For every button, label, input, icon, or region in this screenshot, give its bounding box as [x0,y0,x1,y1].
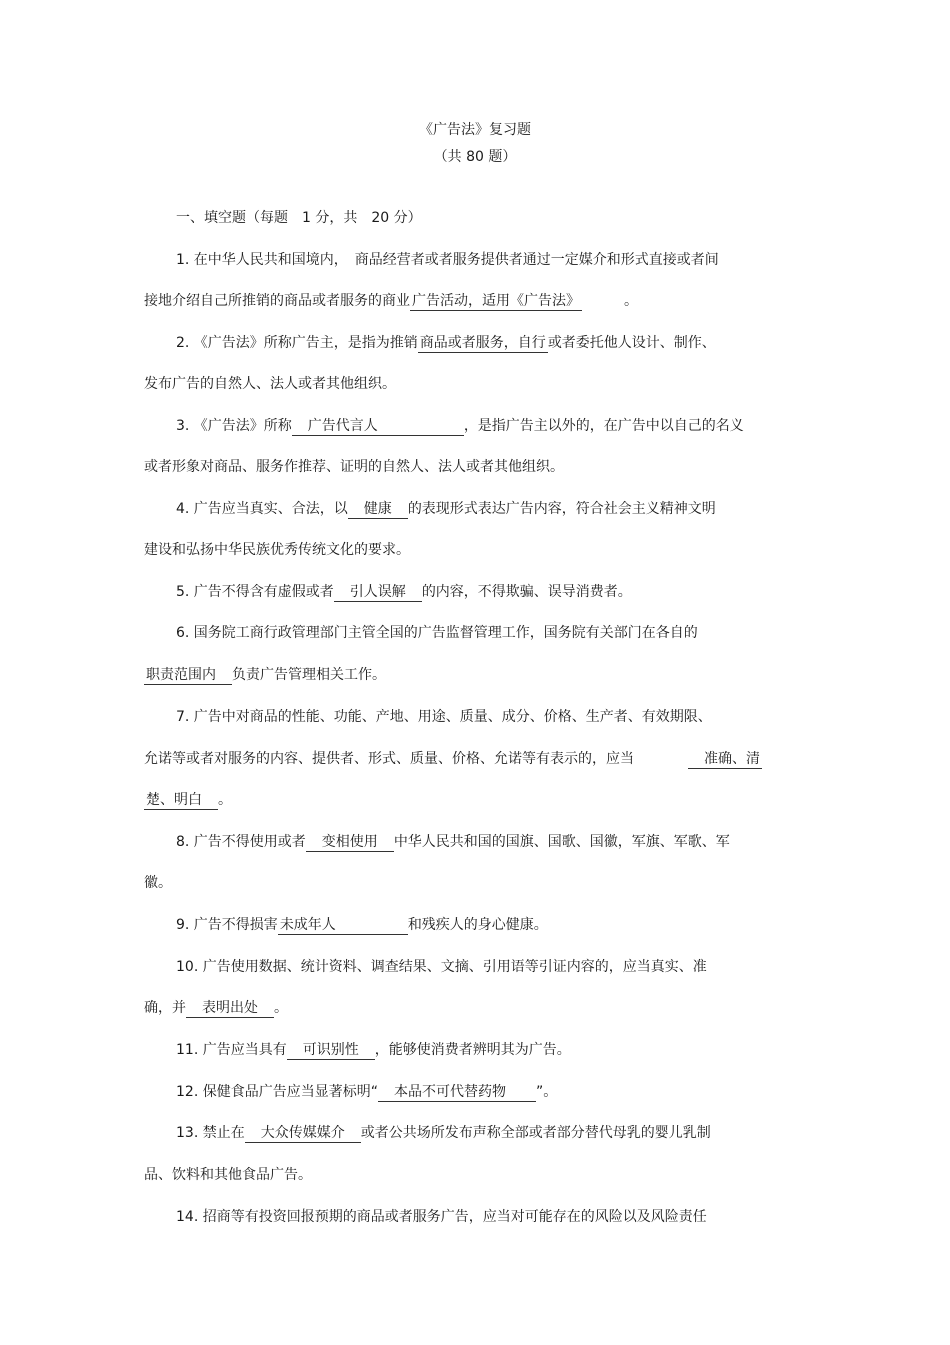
answer-blank: 可识别性 [288,1042,373,1058]
document-subtitle: （共 80 题） [433,149,517,165]
answer-blank: 表明出处 [188,1000,272,1016]
answer-blank: 职责范围内 [146,667,230,683]
question-4-line-1 [176,499,716,519]
question-text: 。 [582,293,638,309]
question-text: 2. 《广告法》所称广告主，是指为推销 [176,335,418,351]
question-text: 允诺等或者对服务的内容、提供者、形式、质量、价格、允诺等有表示的，应当 [144,751,634,767]
answer-blank: 广告代言人 [293,418,462,434]
question-text: 4. 广告应当真实、合法，以 [176,501,348,517]
question-10-line-1: 10. 广告使用数据、统计资料、调查结果、文摘、引用语等引证内容的，应当真实、准 [176,959,707,975]
answer-blank: 变相使用 [307,834,392,850]
question-9-line-1 [176,915,548,935]
question-7-line-1: 7. 广告中对商品的性能、功能、产地、用途、质量、成分、价格、生产者、有效期限、 [176,709,712,725]
answer-blank: 广告活动，适用《广告法》 [412,293,580,309]
question-text: 负责广告管理相关工作。 [232,667,386,683]
answer-blank: 引人误解 [335,584,420,600]
question-12-line-1 [176,1082,557,1102]
question-text: 中华人民共和国的国旗、国歌、国徽，军旗、军歌、军 [393,834,730,850]
answer-blank: 准确、清 [690,751,760,767]
question-13-line-2: 品、饮料和其他食品广告。 [144,1167,312,1183]
question-text: 8. 广告不得使用或者 [176,834,306,850]
question-text: 11. 广告应当具有 [176,1042,287,1058]
question-text: 确，并 [144,1000,186,1016]
question-text: 。 [274,1000,288,1016]
question-text: 和残疾人的身心健康。 [407,917,548,933]
question-text: 接地介绍自己所推销的商品或者服务的商业 [144,293,410,309]
answer-blank: 楚、明白 [146,792,216,808]
question-3-line-2: 或者形象对商品、服务作推荐、证明的自然人、法人或者其他组织。 [144,459,564,475]
question-text: 5. 广告不得含有虚假或者 [176,584,334,600]
question-2-line-2: 发布广告的自然人、法人或者其他组织。 [144,376,396,392]
question-7-line-2 [144,749,762,769]
question-14-line-1: 14. 招商等有投资回报预期的商品或者服务广告，应当对可能存在的风险以及风险责任 [176,1209,707,1225]
question-text: ，是指广告主以外的，在广告中以自己的名义 [463,418,744,434]
question-7-line-3 [144,790,232,810]
question-10-line-2 [144,998,288,1018]
answer-blank: 健康 [349,501,406,517]
question-text: 或者公共场所发布声称全部或者部分替代母乳的婴儿乳制 [360,1125,711,1141]
question-6-line-1: 6. 国务院工商行政管理部门主管全国的广告监督管理工作，国务院有关部门在各自的 [176,625,698,641]
question-text: ”。 [535,1084,558,1100]
question-text: 3. 《广告法》所称 [176,418,292,434]
document-title: 《广告法》复习题 [419,122,531,138]
question-text: 9. 广告不得损害 [176,917,278,933]
answer-blank: 本品不可代替药物 [379,1084,534,1100]
question-1-line-1: 1. 在中华人民共和国境内， 商品经营者或者服务提供者通过一定媒介和形式直接或者间 [176,252,719,268]
question-text: 或者委托他人设计、制作、 [547,335,716,351]
question-6-line-2 [144,665,386,685]
question-11-line-1 [176,1040,571,1060]
question-text: 12. 保健食品广告应当显著标明“ [176,1084,378,1100]
question-1-line-2 [144,291,638,311]
question-text: ，能够使消费者辨明其为广告。 [374,1042,571,1058]
question-text: 的内容，不得欺骗、误导消费者。 [421,584,632,600]
answer-blank: 未成年人 [279,917,406,933]
question-8-line-2: 徽。 [144,875,172,891]
section-heading: 一、填空题（每题 1 分，共 20 分） [176,210,422,226]
answer-blank: 商品或者服务，自行 [419,335,546,351]
question-text: 13. 禁止在 [176,1125,245,1141]
question-2-line-1 [176,333,716,353]
question-5-line-1 [176,582,632,602]
answer-blank: 大众传媒媒介 [246,1125,359,1141]
question-text: 。 [218,792,232,808]
question-13-line-1 [176,1123,711,1143]
question-3-line-1 [176,416,744,436]
question-4-line-2: 建设和弘扬中华民族优秀传统文化的要求。 [144,542,410,558]
question-8-line-1 [176,832,730,852]
question-text: 的表现形式表达广告内容，符合社会主义精神文明 [407,501,716,517]
